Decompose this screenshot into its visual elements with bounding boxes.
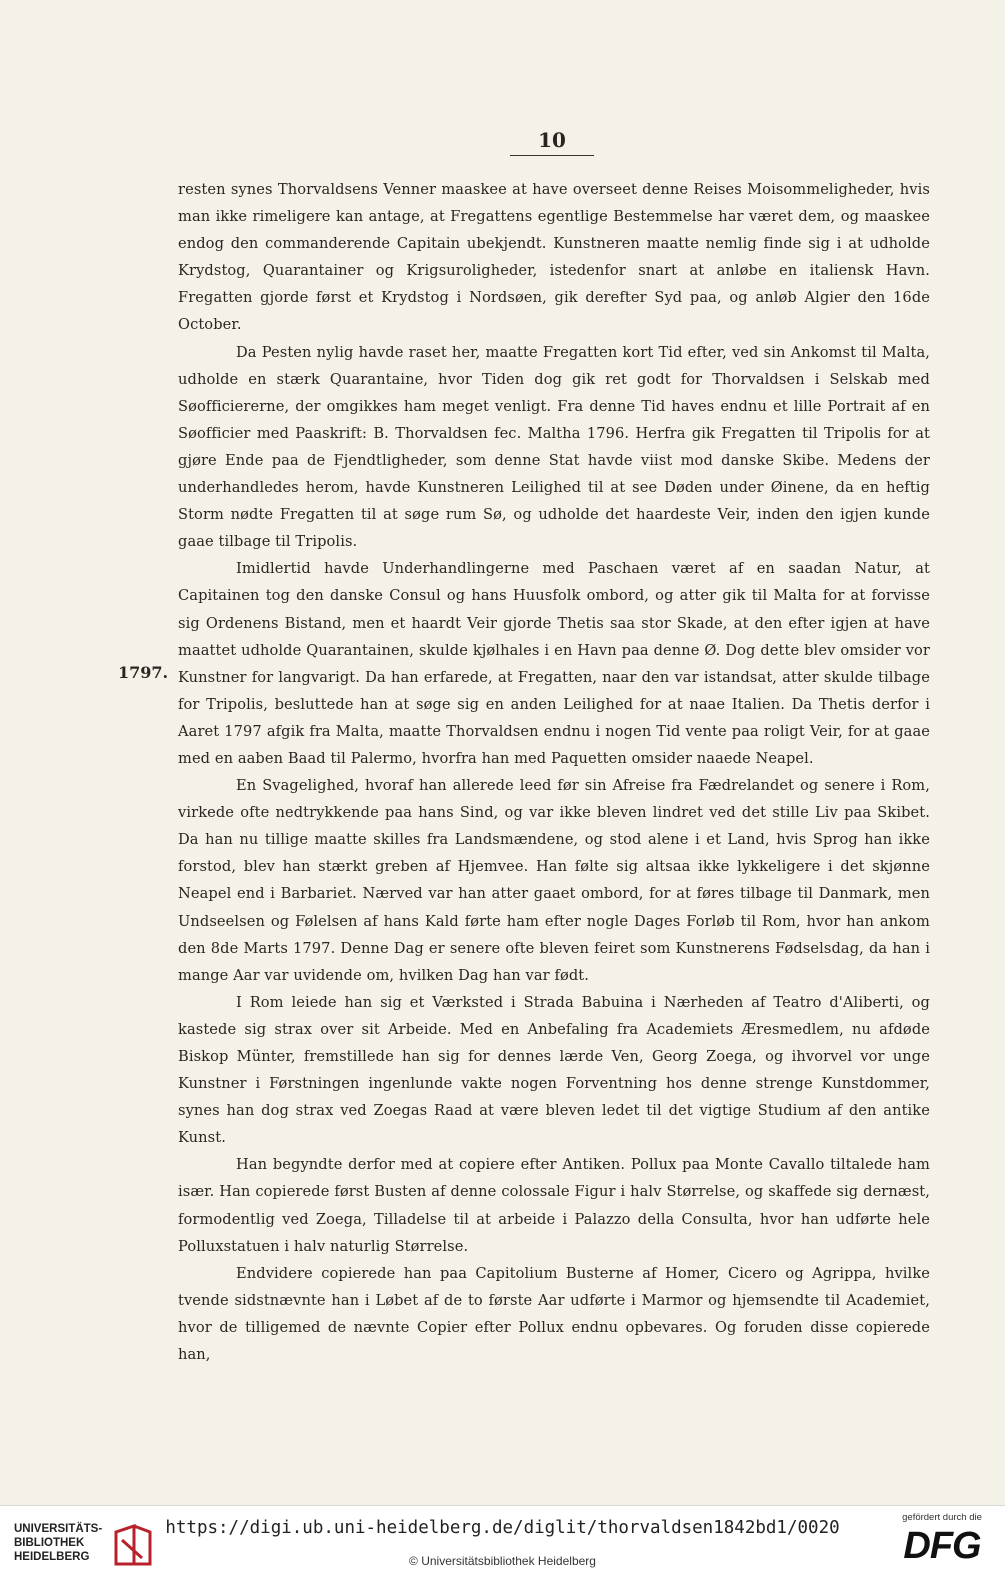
paragraph: Han begyndte derfor med at copiere efter Antiken. Pollux paa Monte Cavallo tiltalede ham især. Han copierede først Busten af denne colossale Figur i halv Størrelse, og skaffede sig dernæst, formodentlig ved Zoega, Tilladelse til at arbeide i Palazzo della Consulta, hvor han udførte hele Polluxstatuen i halv naturlig Størrelse. <box>178 1156 930 1255</box>
permalink-url[interactable]: https://digi.ub.uni-heidelberg.de/diglit/thorvaldsen1842bd1/0020 <box>165 1518 840 1538</box>
body-text <box>178 176 930 1368</box>
paragraph: Da Pesten nylig havde raset her, maatte Fregatten kort Tid efter, ved sin Ankomst til Malta, udholde en stærk Quarantaine, hvor Tiden dog gik ret godt for Thorvaldsen i Selskab med Søofficiererne, der omgikkes ham meget venligt. Fra denne Tid haves endnu et lille Portrait af en Søofficier med Paaskrift: B. Thorvaldsen fec. Maltha 1796. Herfra gik Fregatten til Tripolis for at gjøre Ende paa de Fjendtligheder, som denne Stat havde viist mod danske Skibe. Medens der underhandledes herom, havde Kunstneren Leilighed til at see Døden under Øinene, da en heftig Storm nødte Fregatten til at søge rum Sø, og udholde det haardeste Veir, inden den igjen kunde gaae tilbage til Tripolis. <box>178 343 930 551</box>
library-name: UNIVERSITÄTS- BIBLIOTHEK HEIDELBERG <box>14 1523 103 1563</box>
paragraph: resten synes Thorvaldsens Venner maaskee at have overseet denne Reises Moisommeligheder, hvis man ikke rimeligere kan antage, at Fregattens egentlige Bestemmelse har været dem, og maaskee endog den commanderende Capitain ubekjendt. Kunstneren maatte nemlig finde sig i at udholde Krydstog, Quarantainer og Krigsuroligheder, istedenfor snart at anløbe en italiensk Havn. Fregatten gjorde først et Krydstog i Nordsøen, gik derefter Syd paa, og anløb Algier den 16de October. <box>178 181 930 334</box>
copyright-notice: © Universitätsbibliothek Heidelberg <box>409 1554 596 1568</box>
margin-year-note: 1797. <box>118 663 169 682</box>
paragraph: I Rom leiede han sig et Værksted i Strada Babuina i Nærheden af Teatro d'Aliberti, og kastede sig strax over sit Arbeide. Med en Anbefaling fra Academiets Æresmedlem, nu afdøde Biskop Münter, fremstillede han sig for dennes lærde Ven, Georg Zoega, og ihvorvel vor unge Kunstner i Førstningen ingenlunde vakte nogen Forventning hos denne strenge Kunstdommer, synes han dog strax ved Zoegas Raad at være bleven ledet til det vigtige Studium af den antike Kunst. <box>178 993 930 1147</box>
footer-bar <box>0 1505 1005 1587</box>
paragraph: Endvidere copierede han paa Capitolium Busterne af Homer, Cicero og Agrippa, hvilke tvende sidstnævnte han i Løbet af de to første Aar udførte i Marmor og hjemsendte til Academiet, hvor de tilligemed de nævnte Copier efter Pollux endnu opbevares. Og foruden disse copierede han, <box>178 1264 930 1364</box>
page-number: 10 <box>510 128 594 156</box>
paragraph: En Svagelighed, hvoraf han allerede leed før sin Afreise fra Fædrelandet og senere i Rom, virkede ofte nedtrykkende paa hans Sind, og var ikke bleven lindret ved det stille Liv paa Skibet. Da han nu tillige maatte skilles fra Landsmændene, og stod alene i et Land, hvis Sprog han ikke forstod, blev han stærkt greben af Hjemvee. Han følte sig altsaa ikke lykkeligere i det skjønne Neapel end i Barbariet. Nærved var han atter gaaet ombord, for at føres tilbage til Danmark, men Undseelsen og Følelsen af hans Kald førte ham efter nogle Dages Forløb til Rom, hvor han ankom den 8de Marts 1797. Denne Dag er senere ofte bleven feiret som Kunstnerens Fødselsdag, da han i mange Aar var uvidende om, hvilken Dag han var født. <box>178 777 930 984</box>
dfg-logo[interactable] <box>892 1512 992 1582</box>
funded-by-label: gefördert durch die <box>902 1512 982 1523</box>
paragraph: Imidlertid havde Underhandlingerne med Paschaen været af en saadan Natur, at Capitainen tog den danske Consul og hans Huusfolk ombord, og atter gik til Malta for at forvisse sig Ordenens Bistand, men et haardt Veir gjorde Thetis saa stor Skade, at den efter igjen at have maattet udholde Quarantainen, skulde kjølhales i en Havn paa denne Ø. Dog dette blev omsider vor Kunstner for langvarigt. Da han erfarede, at Fregatten, naar den var istandsat, atter skulde tilbage for Tripolis, besluttede han at søge sig en anden Leilighed for at naae Italien. Da Thetis derfor i Aaret 1797 afgik fra Malta, maatte Thorvaldsen endnu i nogen Tid vente paa roligt Veir, for at gaae med en aaben Baad til Palermo, hvorfra han med Paquetten omsider naaede Neapel. <box>178 560 930 767</box>
dfg-wordmark: DFG <box>903 1525 981 1567</box>
